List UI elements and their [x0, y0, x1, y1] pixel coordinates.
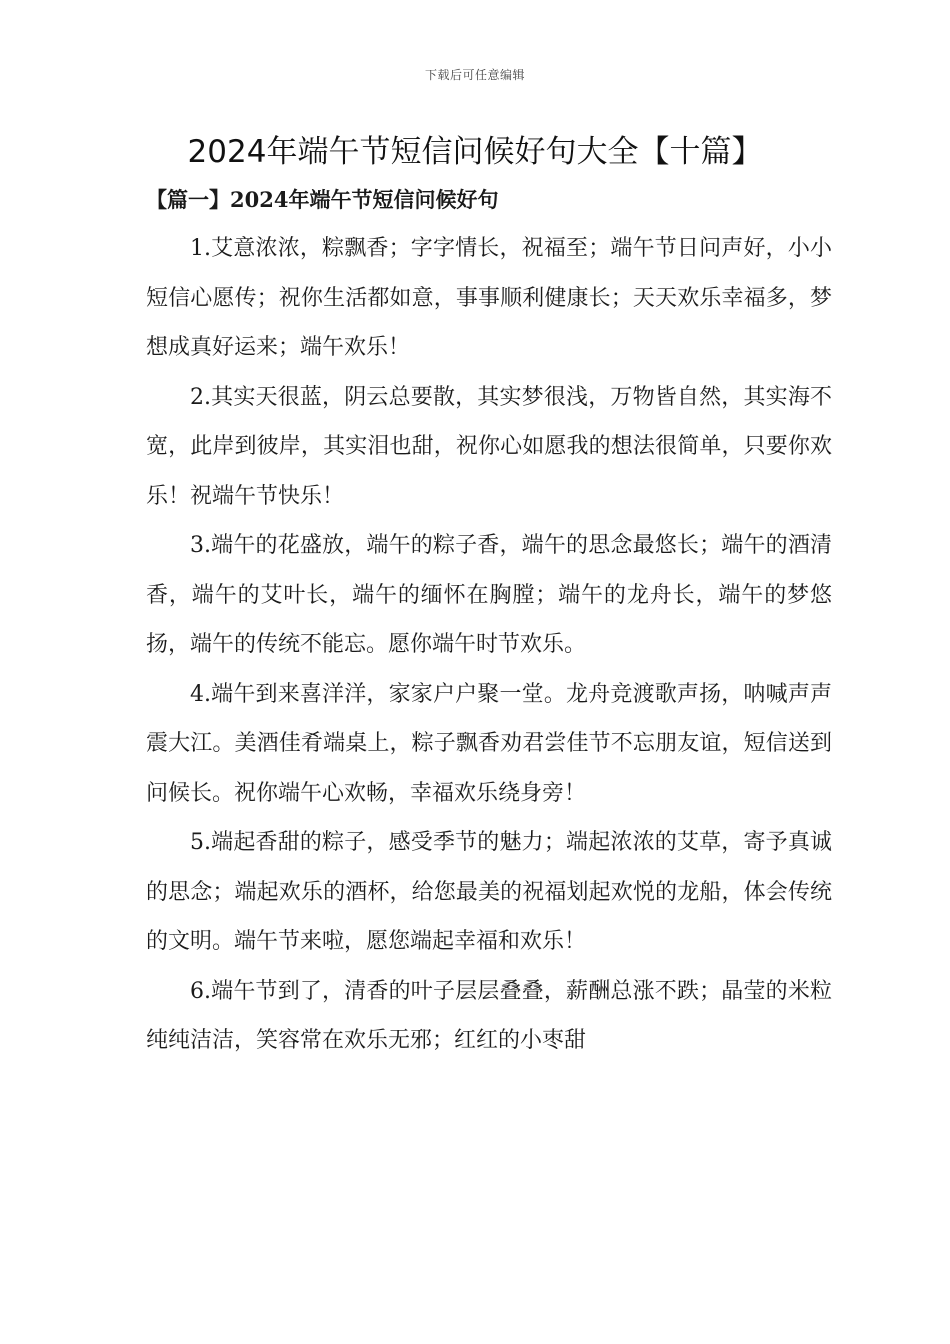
paragraph-6: 6.端午节到了，清香的叶子层层叠叠，薪酬总涨不跌；晶莹的米粒纯纯洁洁，笑容常在欢乐无邪；红红的小枣甜: [146, 978, 832, 1053]
paragraph-5: 5.端起香甜的粽子，感受季节的魅力；端起浓浓的艾草，寄予真诚的思念；端起欢乐的酒杯，给您最美的祝福划起欢悦的龙船，体会传统的文明。端午节来啦，愿您端起幸福和欢乐！: [146, 830, 832, 954]
section-heading: 【篇一】2024年端午节短信问候好句: [146, 187, 499, 212]
paragraph-2: 2.其实天很蓝，阴云总要散，其实梦很浅，万物皆自然，其实海不宽，此岸到彼岸，其实泪也甜，祝你心如愿我的想法很简单，只要你欢乐！祝端午节快乐！: [146, 384, 832, 509]
document-title: 2024年端午节短信问候好句大全【十篇】: [187, 134, 763, 170]
paragraph-3: 3.端午的花盛放，端午的粽子香，端午的思念最悠长；端午的酒清香，端午的艾叶长，端午的缅怀在胸膛；端午的龙舟长，端午的梦悠扬，端午的传统不能忘。愿你端午时节欢乐。: [146, 533, 832, 657]
paragraph-4: 4.端午到来喜洋洋，家家户户聚一堂。龙舟竞渡歌声扬，呐喊声声震大江。美酒佳肴端桌上，粽子飘香劝君尝佳节不忘朋友谊，短信送到问候长。祝你端午心欢畅，幸福欢乐绕身旁！: [146, 681, 832, 806]
body-text: [146, 224, 832, 1066]
paragraph-1: 1.艾意浓浓，粽飘香；字字情长，祝福至；端午节日问声好，小小短信心愿传；祝你生活都如意，事事顺利健康长；天天欢乐幸福多，梦想成真好运来；端午欢乐！: [146, 236, 832, 360]
header-note: 下载后可任意编辑: [424, 68, 525, 82]
